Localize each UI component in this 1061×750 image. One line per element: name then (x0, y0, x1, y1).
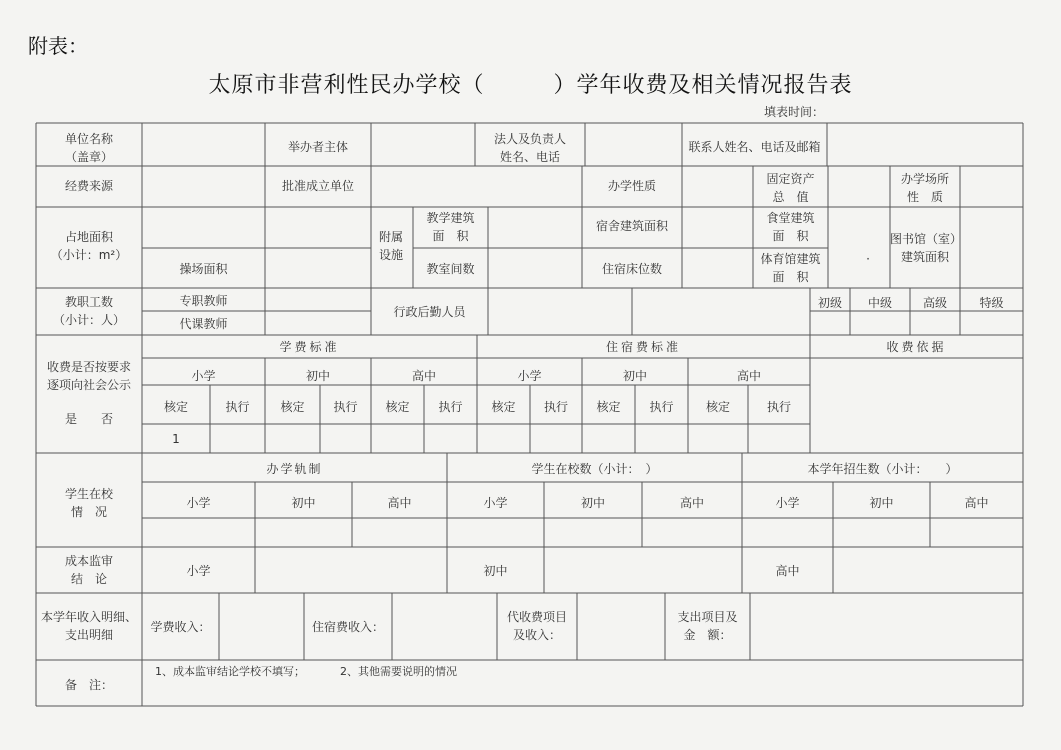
approval-unit-label: 批准成立单位 (281, 179, 354, 193)
publicity-label: 收费是否按要求 逐项向社会公示 是 否 (46, 360, 131, 426)
enrolled-primary: 小学 (483, 496, 508, 510)
new-senior: 高中 (964, 496, 989, 510)
venue-nature-label: 办学场所 性 质 (900, 172, 949, 204)
tuition-standard-header: 学费标准 (279, 340, 340, 354)
lodging-primary: 小学 (517, 369, 542, 383)
lodging-senior: 高中 (736, 369, 761, 383)
cost-primary: 小学 (186, 564, 211, 578)
staff-count-label: 教职工数 （小计：人） (52, 295, 125, 327)
approved-label: 核定 (163, 400, 188, 414)
remarks-label: 备 注： (64, 678, 113, 692)
executed-label: 执行 (333, 400, 358, 414)
executed-label: 执行 (438, 400, 463, 414)
funding-source-label: 经费来源 (64, 179, 113, 193)
approved-label: 核定 (491, 400, 516, 414)
new-junior: 初中 (869, 496, 894, 510)
finance-label: 本学年收入明细、 支出明细 (40, 610, 137, 642)
teaching-building-label: 教学建筑 面 积 (426, 211, 475, 243)
tuition-senior: 高中 (411, 369, 436, 383)
title-senior: 高级 (922, 296, 947, 310)
executed-label: 执行 (766, 400, 791, 414)
classroom-count-label: 教室间数 (426, 262, 475, 276)
remark-note-1: 1、成本监审结论学校不填写； (155, 665, 305, 678)
tuition-primary: 小学 (191, 369, 216, 383)
fixed-assets-label: 固定资产 总 值 (766, 172, 815, 204)
cost-junior: 初中 (483, 564, 508, 578)
tuition-income-label: 学费收入： (150, 620, 211, 634)
fee-basis-header: 收费依据 (886, 340, 947, 354)
contact-label: 联系人姓名、电话及邮箱 (688, 140, 821, 154)
school-nature-label: 办学性质 (607, 179, 656, 193)
agency-fee-label: 代收费项目 及收入： (506, 610, 567, 642)
new-primary: 小学 (775, 496, 800, 510)
approved-label: 核定 (385, 400, 410, 414)
sponsor-label: 举办者主体 (287, 140, 348, 154)
tuition-junior: 初中 (305, 369, 330, 383)
cost-audit-label: 成本监审 结 论 (64, 554, 113, 586)
system-junior: 初中 (291, 496, 316, 510)
enrolled-header: 学生在校数（小计： ） (531, 462, 658, 476)
facilities-label: 附属 设施 (378, 230, 403, 262)
enrolled-senior: 高中 (679, 496, 704, 510)
expense-label: 支出项目及 金 额： (677, 610, 738, 642)
playground-label: 操场面积 (179, 262, 228, 276)
approved-label: 核定 (596, 400, 621, 414)
new-enrollment-header: 本学年招生数（小计： ） (807, 462, 958, 476)
executed-label: 执行 (225, 400, 250, 414)
canteen-label: 食堂建筑 面 积 (766, 211, 815, 243)
gym-dot: · (866, 252, 870, 266)
cost-senior: 高中 (775, 564, 800, 578)
school-system-header: 办学轨制 (266, 462, 323, 476)
title-intermediate: 中级 (867, 296, 892, 310)
executed-label: 执行 (543, 400, 568, 414)
bed-count-label: 住宿床位数 (601, 262, 662, 276)
legal-person-label: 法人及负责人 姓名、电话 (493, 132, 566, 164)
enrolled-junior: 初中 (580, 496, 605, 510)
fill-time-label: 填表时间： (764, 105, 825, 119)
lodging-income-label: 住宿费收入： (311, 620, 384, 634)
library-label: 图书馆（室） 建筑面积 (890, 232, 963, 264)
system-senior: 高中 (387, 496, 412, 510)
students-label: 学生在校 情 况 (64, 487, 113, 519)
title-special: 特级 (979, 296, 1004, 310)
lodging-junior: 初中 (622, 369, 647, 383)
page-title: 太原市非营利性民办学校（ ）学年收费及相关情况报告表 (208, 73, 853, 98)
remark-note-2: 2、其他需要说明的情况 (340, 665, 457, 678)
system-primary: 小学 (186, 496, 211, 510)
approved-label: 核定 (280, 400, 305, 414)
lodging-standard-header: 住宿费标准 (605, 340, 681, 354)
fulltime-teacher-label: 专职教师 (179, 294, 228, 308)
admin-staff-label: 行政后勤人员 (393, 305, 466, 319)
tuition-primary-approved-value: 1 (172, 432, 180, 446)
attachment-label: 附表： (28, 34, 88, 58)
title-junior: 初级 (817, 296, 842, 310)
executed-label: 执行 (649, 400, 674, 414)
unit-name-label: 单位名称 （盖章） (64, 132, 113, 164)
approved-label: 核定 (705, 400, 730, 414)
land-area-label: 占地面积 （小计：m²） (50, 230, 128, 262)
dorm-building-label: 宿舍建筑面积 (595, 219, 668, 233)
substitute-teacher-label: 代课教师 (179, 317, 228, 331)
gym-label: 体育馆建筑 面 积 (760, 252, 821, 284)
